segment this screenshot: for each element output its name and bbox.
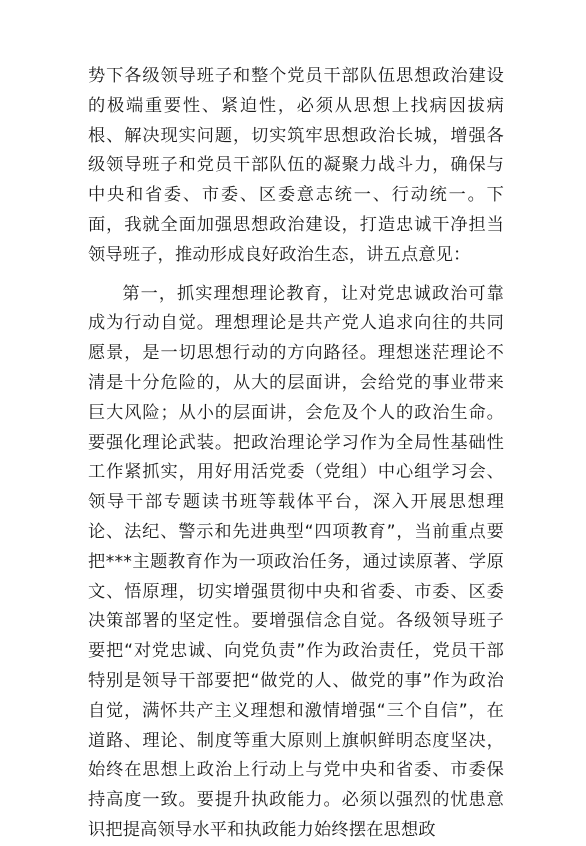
paragraph-point-one: 第一，抓实理想理论教育，让对党忠诚政治可靠成为行动自觉。理想理论是共产党人追求向往的共同愿景，是一切思想行动的方向路径。理想迷茫理论不清是十分危险的，从大的层面讲，会给党的事业带来巨大风险；从小的层面讲，会危及个人的政治生命。要强化理论武装。把政治理论学习作为全局性基础性工作紧抓实，用好用活党委（党组）中心组学习会、领导干部专题读书班等载体平台，深入开展思想理论、法纪、警示和先进典型“四项教育”，当前重点要把***主题教育作为一项政治任务，通过读原著、学原文、悟原理，切实增强贯彻中央和省委、市委、区委决策部署的坚定性。要增强信念自觉。各级领导班子要把“对党忠诚、向党负责”作为政治责任，党员干部特别是领导干部要把“做党的人、做党的事”作为政治自觉，满怀共产主义理想和激情增强“三个自信”，在道路、理论、制度等重大原则上旗帜鲜明态度坚决，始终在思想上政治上行动上与党中央和省委、市委保持高度一致。要提升执政能力。必须以强烈的忧患意识把提高领导水平和执政能力始终摆在思想政 (88, 283, 504, 840)
paragraph-intro: 势下各级领导班子和整个党员干部队伍思想政治建设的极端重要性、紧迫性，必须从思想上找病因拔病根、解决现实问题，切实筑牢思想政治长城，增强各级领导班子和党员干部队伍的凝聚力战斗力，确保与中央和省委、市委、区委意志统一、行动统一。下面，我就全面加强思想政治建设，打造忠诚干净担当领导班子，推动形成良好政治生态，讲五点意见： (88, 66, 504, 265)
document-body (88, 62, 504, 846)
